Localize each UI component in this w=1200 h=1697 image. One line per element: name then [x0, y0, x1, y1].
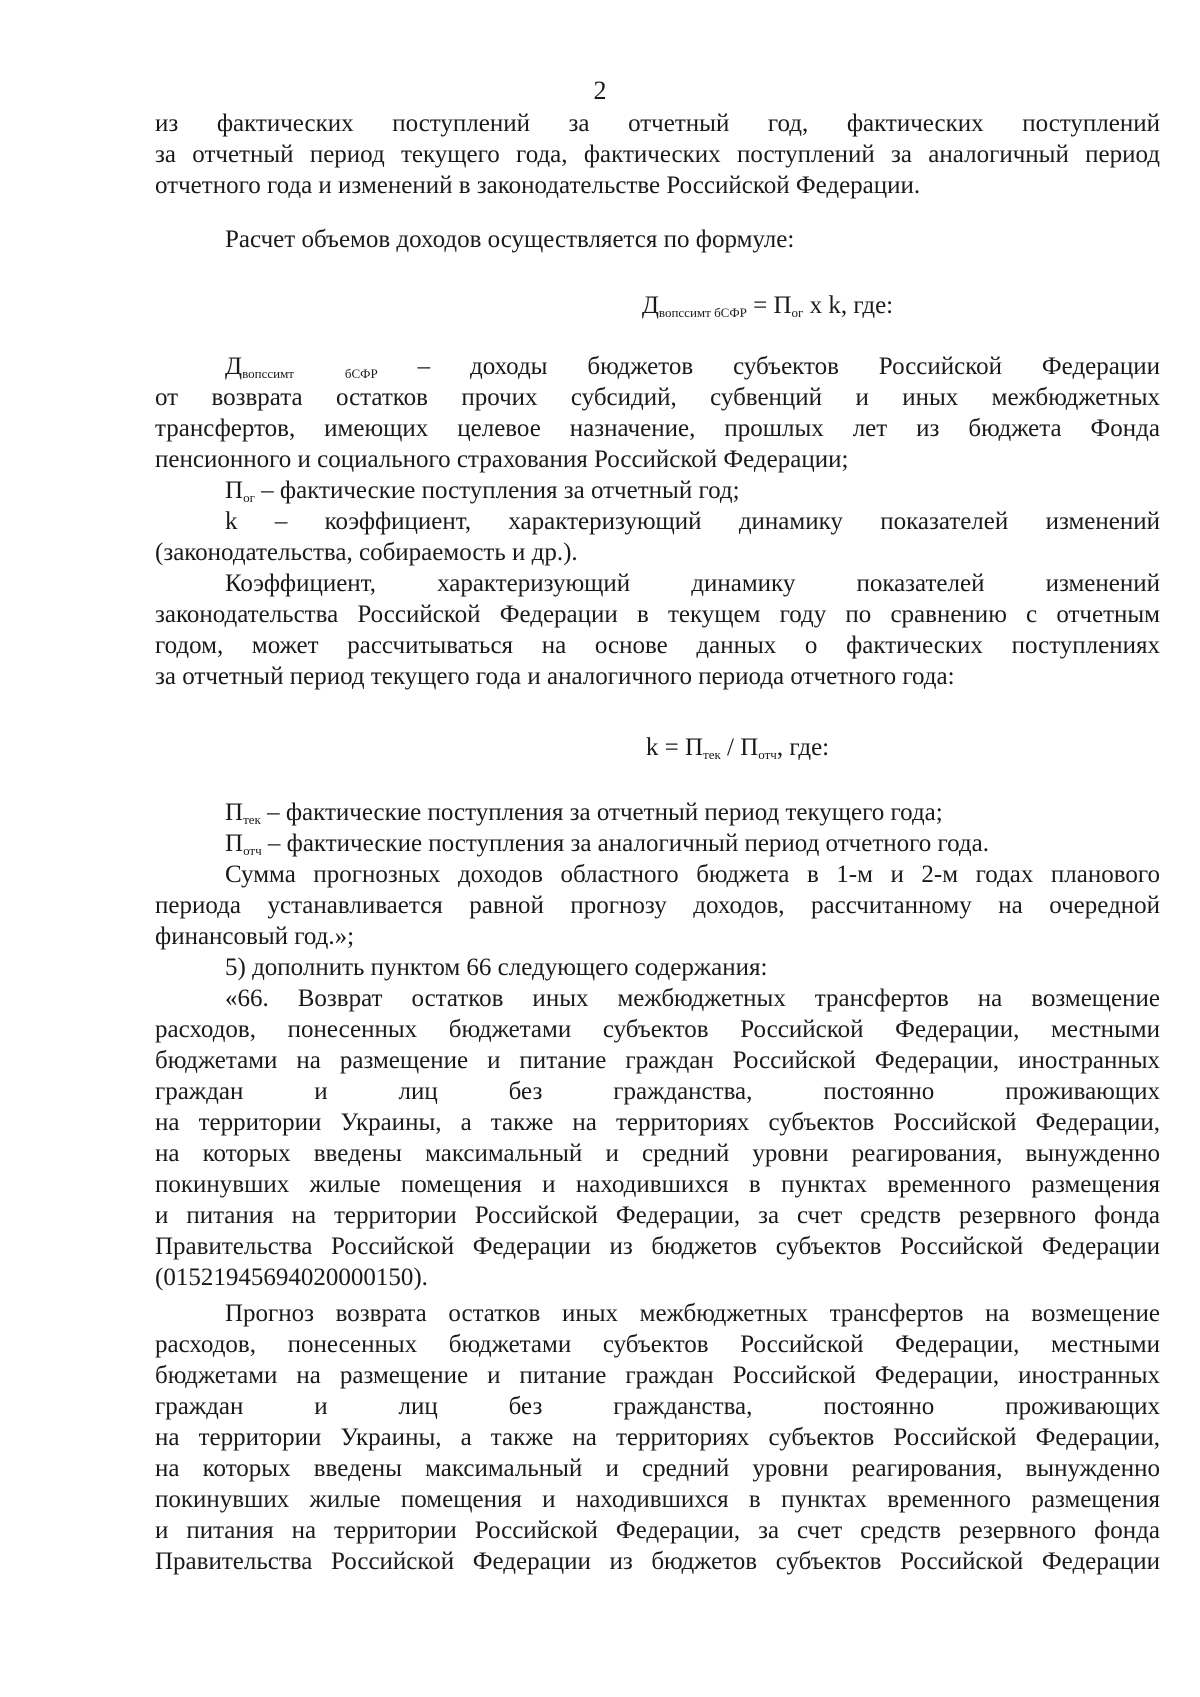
forecast-line-4: граждан и лиц без гражданства, постоянно проживающих: [155, 1393, 1160, 1420]
forecast-line-8: и питания на территории Российской Федерации, за счет средств резервного фонда: [155, 1517, 1160, 1544]
forecast-line-3: бюджетами на размещение и питание граждан Российской Федерации, иностранных: [155, 1362, 1160, 1389]
forecast-line-2: расходов, понесенных бюджетами субъектов Российской Федерации, местными: [155, 1331, 1160, 1358]
formula-2-rest: , где:: [776, 734, 830, 761]
formula-2-otch-subscript: отч: [758, 747, 777, 762]
def-d-line-2: от возврата остатков прочих субсидий, субвенций и иных межбюджетных: [155, 384, 1160, 411]
formula-2: [155, 732, 1160, 763]
def-ptek-symbol: П: [225, 799, 244, 826]
coef-para-line-2: законодательства Российской Федерации в текущем году по сравнению с отчетным: [155, 601, 1160, 628]
def-potch-text: – фактические поступления за аналогичный период отчетного года.: [261, 830, 989, 857]
def-d-line-4: пенсионного и социального страхования Российской Федерации;: [155, 446, 849, 473]
formula-1-d-subscript: вопссимт бСФР: [658, 305, 747, 320]
intro-line-2: за отчетный период текущего года, фактических поступлений за аналогичный период: [155, 141, 1160, 168]
formula-2-k: k = П: [645, 734, 704, 761]
def-potch: [225, 828, 1160, 859]
forecast-line-5: на территории Украины, а также на территориях субъектов Российской Федерации,: [155, 1424, 1160, 1451]
def-d-line-1: [225, 351, 1160, 382]
sum-para-line-1: Сумма прогнозных доходов областного бюджета в 1-м и 2-м годах планового: [225, 861, 1160, 888]
def-potch-subscript: отч: [243, 843, 262, 858]
forecast-line-9: Правительства Российской Федерации из бюджетов субъектов Российской Федерации: [155, 1548, 1160, 1575]
p66-line-7: покинувших жилые помещения и находившихся в пунктах временного размещения: [155, 1171, 1160, 1198]
def-pog-subscript: ог: [243, 490, 255, 505]
p66-line-6: на которых введены максимальный и средний уровни реагирования, вынужденно: [155, 1140, 1160, 1167]
intro-line-1: из фактических поступлений за отчетный год, фактических поступлений: [155, 110, 1160, 137]
coef-para-line-1: Коэффициент, характеризующий динамику показателей изменений: [225, 570, 1160, 597]
p66-line-5: на территории Украины, а также на территориях субъектов Российской Федерации,: [155, 1109, 1160, 1136]
p66-line-2: расходов, понесенных бюджетами субъектов Российской Федерации, местными: [155, 1016, 1160, 1043]
def-ptek-text: – фактические поступления за отчетный период текущего года;: [260, 799, 943, 826]
def-k-line-2: (законодательства, собираемость и др.).: [155, 539, 578, 566]
def-d-subscript: вопссимт бСФР: [242, 366, 378, 381]
p66-line-10: (01521945694020000150).: [155, 1264, 428, 1291]
p66-line-9: Правительства Российской Федерации из бюджетов субъектов Российской Федерации: [155, 1233, 1160, 1260]
p66-line-8: и питания на территории Российской Федерации, за счет средств резервного фонда: [155, 1202, 1160, 1229]
def-ptek: [225, 797, 1160, 828]
formula-1-p-subscript: ог: [791, 305, 804, 320]
forecast-line-7: покинувших жилые помещения и находившихся в пунктах временного размещения: [155, 1486, 1160, 1513]
formula-2-slash: / П: [720, 734, 759, 761]
formula-1-d: Д: [641, 292, 659, 319]
formula-2-tek-subscript: тек: [703, 747, 721, 762]
forecast-line-1: Прогноз возврата остатков иных межбюджетных трансфертов на возмещение: [225, 1300, 1160, 1327]
def-d-symbol: Д: [225, 353, 243, 380]
def-pog: [225, 475, 1160, 506]
item-5: 5) дополнить пунктом 66 следующего содержания:: [225, 954, 768, 981]
p66-line-4: граждан и лиц без гражданства, постоянно проживающих: [155, 1078, 1160, 1105]
formula-1-eq: = П: [746, 292, 792, 319]
def-k-line-1: k – коэффициент, характеризующий динамику показателей изменений: [225, 508, 1160, 535]
p66-line-1: «66. Возврат остатков иных межбюджетных трансфертов на возмещение: [225, 985, 1160, 1012]
p66-line-3: бюджетами на размещение и питание граждан Российской Федерации, иностранных: [155, 1047, 1160, 1074]
def-ptek-subscript: тек: [243, 812, 261, 827]
sum-para-line-3: финансовый год.»;: [155, 923, 355, 950]
coef-para-line-3: годом, может рассчитываться на основе данных о фактических поступлениях: [155, 632, 1160, 659]
sum-para-line-2: периода устанавливается равной прогнозу доходов, рассчитанному на очередной: [155, 892, 1160, 919]
intro-line-3: отчетного года и изменений в законодательстве Российской Федерации.: [155, 172, 921, 199]
def-pog-text: – фактические поступления за отчетный год;: [254, 477, 740, 504]
formula-intro: Расчет объемов доходов осуществляется по формуле:: [225, 226, 795, 253]
forecast-line-6: на которых введены максимальный и средний уровни реагирования, вынужденно: [155, 1455, 1160, 1482]
def-d-line-3: трансфертов, имеющих целевое назначение, прошлых лет из бюджета Фонда: [155, 415, 1160, 442]
def-d-text: – доходы бюджетов субъектов Российской Федерации: [377, 353, 1160, 380]
formula-1: [155, 290, 1160, 321]
def-potch-symbol: П: [225, 830, 244, 857]
def-pog-symbol: П: [225, 477, 244, 504]
coef-para-line-4: за отчетный период текущего года и аналогичного периода отчетного года:: [155, 663, 955, 690]
formula-1-rest: x k, где:: [803, 292, 894, 319]
page-number: 2: [593, 76, 607, 105]
